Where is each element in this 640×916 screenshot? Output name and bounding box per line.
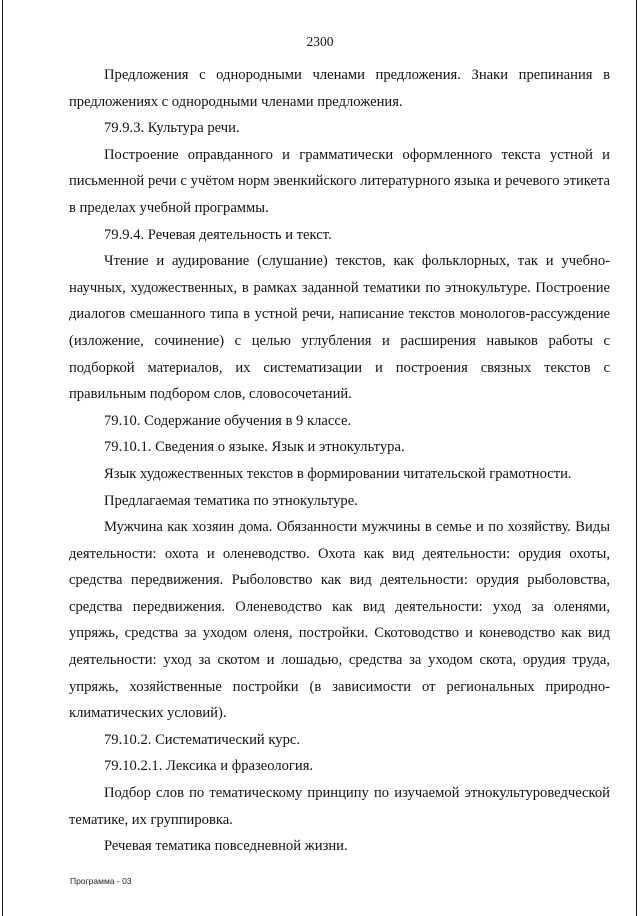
- heading-79-10-2: 79.10.2. Систематический курс.: [104, 731, 300, 748]
- page-number: 2300: [306, 34, 334, 49]
- paragraph-homogeneous-members: Предложения с однородными членами предложения. Знаки препинания в предложениях с однородными членами предложения.: [69, 67, 610, 110]
- paragraph-word-selection: Подбор слов по тематическому принципу по изучаемой этнокультуроведческой тематике, их группировка.: [69, 785, 610, 828]
- heading-79-10: 79.10. Содержание обучения в 9 классе.: [104, 412, 352, 429]
- paragraph-everyday-topics: Речевая тематика повседневной жизни.: [104, 838, 348, 855]
- paragraph-man-as-master: Мужчина как хозяин дома. Обязанности мужчины в семье и по хозяйству. Виды деятельности: охота и оленеводство. Охота как вид деятельности: орудия охоты, средства передвижения. Рыболовство как вид деятельности: орудия рыболовства, средства передвижения. Оленеводство как вид деятельности: уход за оленями, упряжь, средства за уходом оленя, постройки. Скотоводство и коневодство как вид деятельности: уход за скотом и лошадью, средства за уходом скота, орудия труда, упряжь, хозяйственные постройки (в зависимости от региональных природно-климатических условий).: [69, 519, 610, 722]
- paragraph-proposed-topics: Предлагаемая тематика по этнокультуре.: [104, 492, 358, 509]
- paragraph-reading-listening: Чтение и аудирование (слушание) текстов, как фольклорных, так и учебно-научных, художественных, в рамках заданной тематики по этнокультуре. Построение диалогов смешанного типа в устной речи, написание текстов монологов-рассуждение (изложение, сочинение) с целью углубления и расширения навыков работы с подборкой материалов, их систематизации и построения связных текстов с правильным подбором слов, словосочетаний.: [69, 253, 610, 403]
- heading-79-10-2-1: 79.10.2.1. Лексика и фразеология.: [104, 758, 314, 775]
- document-body: [69, 62, 610, 860]
- paragraph-speech-culture: Построение оправданного и грамматически оформленного текста устной и письменной речи с учётом норм эвенкийского литературного языка и речевого этикета в пределах учебной программы.: [69, 146, 610, 216]
- heading-79-9-3: 79.9.3. Культура речи.: [104, 120, 240, 137]
- paragraph-art-text-language: Язык художественных текстов в формировании читательской грамотности.: [104, 465, 572, 482]
- left-scan-edge: [2, 0, 3, 916]
- heading-79-9-4: 79.9.4. Речевая деятельность и текст.: [104, 226, 332, 243]
- right-scan-edge: [636, 0, 637, 916]
- footer-program-label: Программа - 03: [70, 876, 132, 886]
- heading-79-10-1: 79.10.1. Сведения о языке. Язык и этнокультура.: [104, 439, 405, 456]
